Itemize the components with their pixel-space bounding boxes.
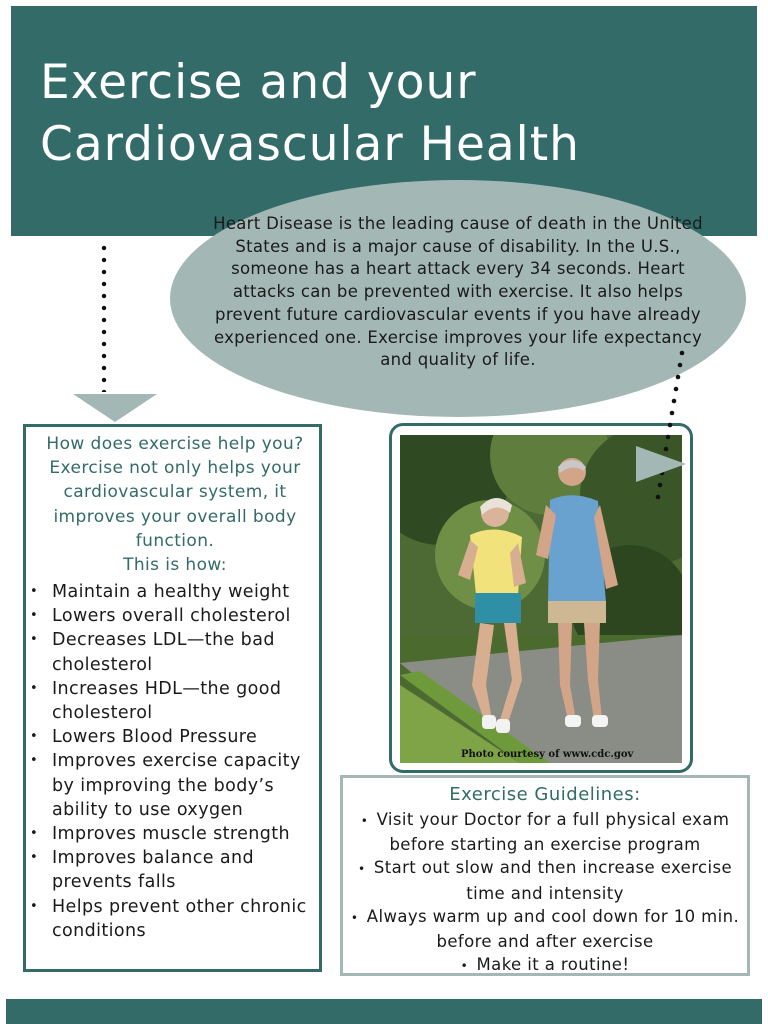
page-title: [40, 52, 580, 176]
benefits-question: How does exercise help you? Exercise not only helps your cardiovascular system, it improves your overall body function.: [46, 434, 304, 551]
arrow-down-icon: [73, 394, 157, 422]
guidelines-list: [343, 808, 747, 978]
footer-band: [6, 999, 762, 1024]
benefit-item: • Lowers overall cholesterol: [27, 604, 321, 628]
arrow-right-icon: [636, 446, 686, 482]
benefit-item: • Lowers Blood Pressure: [27, 725, 321, 749]
guideline-item: • Make it a routine!: [343, 953, 747, 978]
benefits-intro: [27, 432, 323, 577]
photo-illustration: [400, 435, 682, 763]
walking-couple-photo: [400, 435, 682, 763]
benefit-item: • Increases HDL—the good cholesterol: [27, 677, 321, 725]
benefit-item: • Decreases LDL—the bad cholesterol: [27, 628, 321, 676]
guideline-item: • Visit your Doctor for a full physical exam before starting an exercise program: [343, 808, 747, 856]
benefit-item: • Improves muscle strength: [27, 822, 321, 846]
benefit-item: • Improves balance and prevents falls: [27, 846, 321, 894]
benefit-item: • Improves exercise capacity by improving the body’s ability to use oxygen: [27, 749, 321, 822]
guideline-item: • Always warm up and cool down for 10 min. before and after exercise: [343, 905, 747, 953]
photo-credit: Photo courtesy of www.cdc.gov: [461, 749, 634, 760]
callout-text: Heart Disease is the leading cause of death in the United States and is a major cause of disability. In the U.S., someone has a heart attack every 34 seconds. Heart attacks can be prevented with exercise. It also helps prevent future cardiovascular events if you have already experienced one. Exercise improves your life expectancy and quality of life.: [213, 214, 703, 370]
guidelines-title: Exercise Guidelines:: [449, 784, 641, 805]
benefit-item: • Maintain a healthy weight: [27, 580, 321, 604]
title-line-1: Exercise and your: [40, 55, 477, 110]
benefit-item: • Helps prevent other chronic conditions: [27, 895, 321, 943]
benefits-lead: This is how:: [123, 555, 227, 576]
dotted-connector-left: [101, 242, 107, 392]
guideline-item: • Start out slow and then increase exercise time and intensity: [343, 856, 747, 904]
benefits-list: [27, 580, 321, 943]
title-line-2: Cardiovascular Health: [40, 117, 580, 172]
